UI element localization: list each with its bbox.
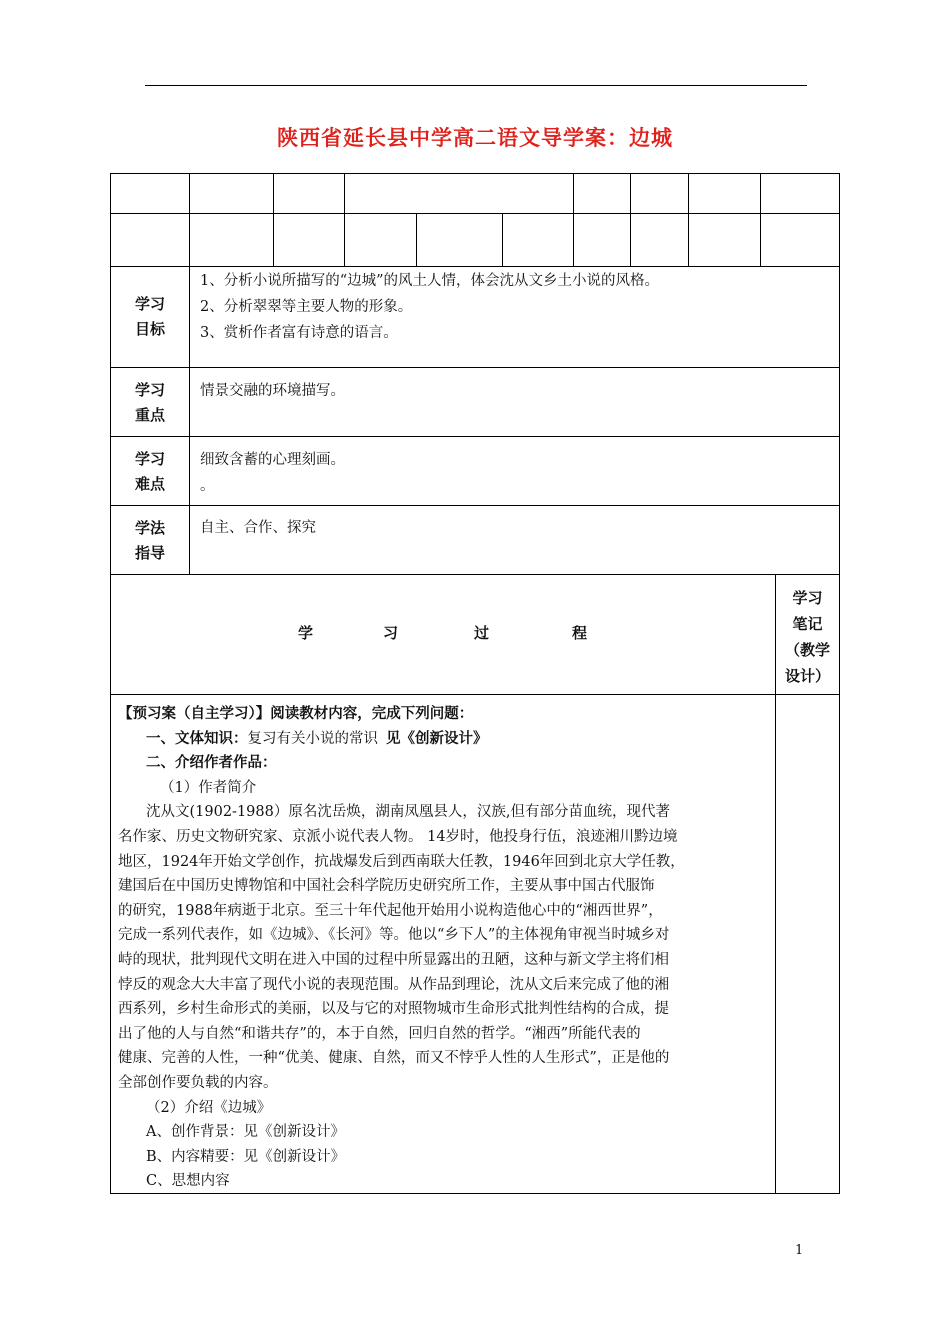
page-title: 陕西省延长县中学高二语文导学案：边城 xyxy=(277,126,673,150)
theme-content: C、思想内容 xyxy=(146,1173,230,1190)
notes-column-header: 学习 笔记 （教学 设计） xyxy=(784,589,830,685)
header-rule xyxy=(145,85,807,86)
key-points-label: 学习 重点 xyxy=(134,381,165,424)
author-works-heading: 二、介绍作者作品： xyxy=(146,755,277,772)
objective-item: 3、赏析作者富有诗意的语言。 xyxy=(200,325,398,341)
objective-item: 1、分析小说所描写的“边城”的风土人情，体会沈从文乡土小说的风格。 xyxy=(200,273,660,289)
methods-text: 自主、合作、探究 xyxy=(200,520,316,536)
key-points-text: 情景交融的环境描写。 xyxy=(200,383,345,399)
page-number: 1 xyxy=(795,1243,804,1258)
preview-heading: 【预习案（自主学习）】阅读教材内容，完成下列问题： xyxy=(118,706,474,722)
genre-knowledge: 一、文体知识：复习有关小说的常识 见《创新设计》 xyxy=(146,730,488,747)
author-biography: 沈从文(1902-1988）原名沈岳焕，湖南凤凰县人，汉族,但有部分苗血统，现代著 名作家、历史文物研究家、京派小说代表人物。 14岁时，他投身行伍，浪迹湘川黔边境 地区，1924年开始文学创作，抗战爆发后到西南联大任教，1946年回到北京大学任教， 建国后在中国历史博物馆和中国社会科学院历史研究所工作，主要从事中国古代服饰 的研究，1988年病逝于北京。至三十年代起他开始用小说构造他心中的“湘西世界”， 完成一系列代表作，如《边城》、《长河》等。他以“乡下人”的主体视角审视当时城乡对 峙的现状，批判现代文明在进入中国的过程中所显露出的丑陋，这种与新文学主将们相 悖反的观念大大丰富了现代小说的表现范围。从作品到理论，沈从文后来完成了他的湘 西系列，乡村生命形式的美丽，以及与它的对照物城市生命形式批判性结构的合成，提 出了他的人与自然“和谐共存”的，本于自然，回归自然的哲学。“湘西”所能代表的 健康、完善的人性，一种“优美、健康、自然，而又不悖乎人性的人生形式”，正是他的 全部创作要负载的内容。 xyxy=(118,804,685,1091)
objectives-label: 学习 目标 xyxy=(134,295,165,338)
content-summary: B、内容精要：见《创新设计》 xyxy=(146,1148,346,1165)
methods-label: 学法 指导 xyxy=(134,519,165,562)
objective-item: 2、分析翠翠等主要人物的形象。 xyxy=(200,299,413,315)
creation-background: A、创作背景：见《创新设计》 xyxy=(146,1124,345,1141)
difficulties-text: 细致含蓄的心理刻画。 。 xyxy=(200,452,345,494)
preview-section xyxy=(118,702,770,1194)
objectives-list xyxy=(200,268,659,346)
biancheng-intro-heading: （2）介绍《边城》 xyxy=(146,1099,272,1116)
author-intro-heading: （1）作者简介 xyxy=(160,779,257,796)
difficulties-label: 学习 难点 xyxy=(134,450,165,493)
